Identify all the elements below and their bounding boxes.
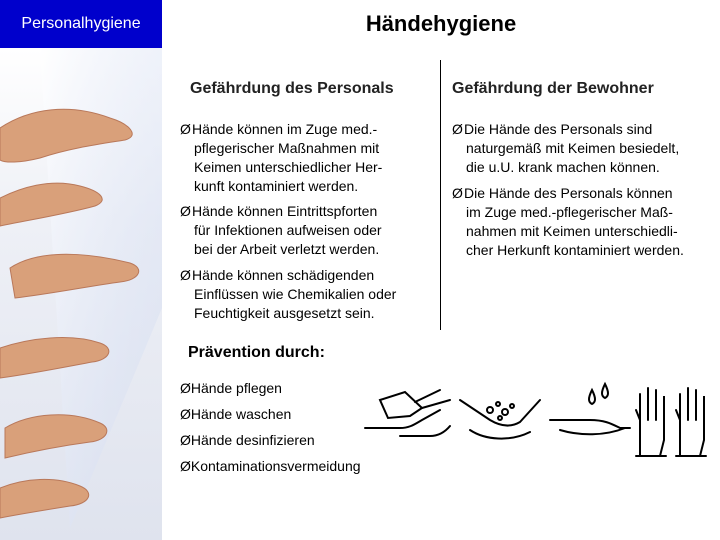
hands-photo xyxy=(0,48,162,540)
gloves-icon xyxy=(636,388,706,456)
list-item: ØDie Hände des Personals können im Zuge med.-pflegerischer Maß- nahmen mit Keimen unterschiedli- cher Herkunft kontaminiert werden. xyxy=(452,185,684,258)
column-heading-residents: Gefährdung der Bewohner xyxy=(452,80,654,97)
list-item: ØHände können Eintrittspforten für Infektionen aufweisen oder bei der Arbeit verletzt werden. xyxy=(180,203,382,257)
hand-disinfection-icon xyxy=(550,384,630,434)
list-item: ØHände pflegen xyxy=(180,380,282,396)
list-item: ØHände desinfizieren xyxy=(180,432,315,448)
prevention-heading: Prävention durch: xyxy=(188,344,325,361)
column-divider xyxy=(440,60,441,330)
section-label: Personalhygiene xyxy=(0,0,162,48)
page-title: Händehygiene xyxy=(162,0,720,48)
list-item: ØHände waschen xyxy=(180,406,292,422)
list-item: ØDie Hände des Personals sind naturgemäß mit Keimen besiedelt, die u.U. krank machen können. xyxy=(452,121,680,175)
column-heading-staff: Gefährdung des Personals xyxy=(190,80,394,97)
hygiene-icons xyxy=(360,380,720,470)
list-item: ØKontaminationsvermeidung xyxy=(180,458,361,474)
list-item: ØHände können schädigenden Einflüssen wie Chemikalien oder Feuchtigkeit ausgesetzt sein. xyxy=(180,267,397,321)
list-item: ØHände können im Zuge med.- pflegerischer Maßnahmen mit Keimen unterschiedlicher Her- kunft kontaminiert werden. xyxy=(180,121,383,194)
hand-care-icon xyxy=(365,390,450,436)
hand-washing-icon xyxy=(460,400,540,439)
